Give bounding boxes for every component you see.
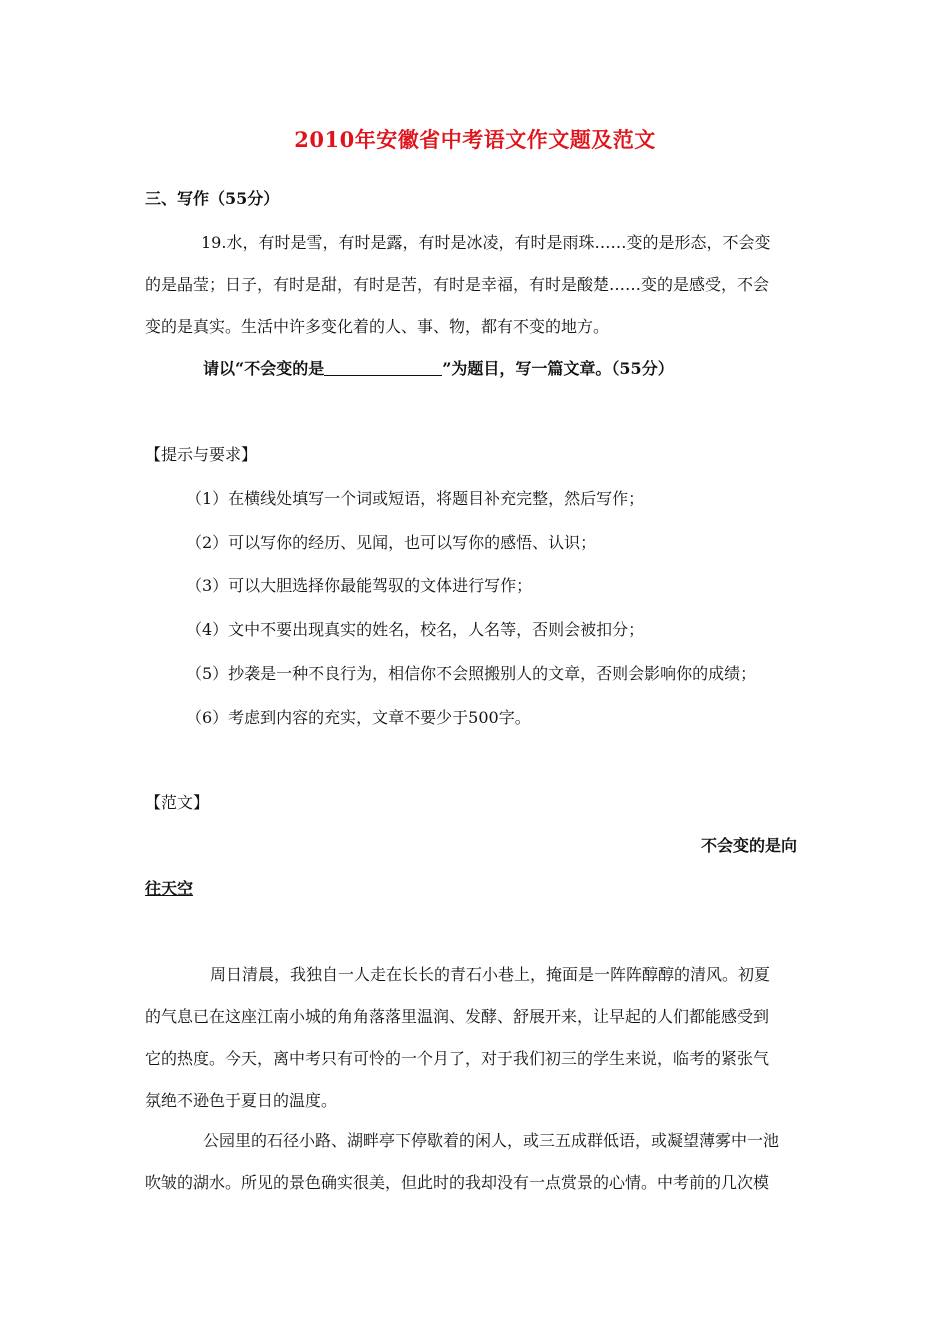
section-heading: 三、写作（55分）: [145, 189, 280, 208]
task-text-before: 请以“不会变的是: [203, 359, 325, 378]
prompt-line-3: 变的是真实。生活中许多变化着的人、事、物，都有不变的地方。: [145, 317, 610, 336]
essay-paragraph-2-line: 公园里的石径小路、湖畔亭下停歇着的闲人，或三五成群低语，或凝望薄雾中一池: [203, 1131, 780, 1150]
prompt-line-2: 的是晶莹；日子，有时是甜，有时是苦，有时是幸福，有时是酸楚……变的是感受，不会: [145, 275, 770, 294]
essay-title-part2: [145, 876, 805, 899]
fill-in-blank: [324, 361, 442, 376]
essay-paragraph-2-line: 吹皱的湖水。所见的景色确实很美，但此时的我却没有一点赏景的心情。中考前的几次模: [145, 1173, 770, 1192]
essay-paragraph-1-line: 周日清晨，我独自一人走在长长的青石小巷上，掩面是一阵阵醇醇的清风。初夏: [210, 965, 771, 984]
requirement-item: （3）可以大胆选择你最能驾驭的文体进行写作；: [186, 576, 533, 595]
requirement-item: （5）抄袭是一种不良行为，相信你不会照搬别人的文章，否则会影响你的成绩；: [186, 664, 757, 683]
requirement-item: （4）文中不要出现真实的姓名，校名，人名等，否则会被扣分；: [186, 620, 645, 639]
prompt-line-1: 19.水，有时是雪，有时是露，有时是冰凌，有时是雨珠……变的是形态，不会变: [201, 233, 771, 252]
essay-title-underlined: 往天空: [145, 879, 194, 898]
requirement-item: （6）考虑到内容的充实，文章不要少于500字。: [186, 708, 531, 727]
essay-paragraph-1-line: 的气息已在这座江南小城的角角落落里温润、发酵、舒展开来，让早起的人们都能感受到: [145, 1007, 770, 1026]
essay-paragraph-1-line: 氛绝不逊色于夏日的温度。: [145, 1091, 338, 1110]
essay-paragraph-1-line: 它的热度。今天，离中考只有可怜的一个月了，对于我们初三的学生来说，临考的紧张气: [145, 1049, 770, 1068]
writing-task: [203, 356, 863, 379]
requirement-item: （1）在横线处填写一个词或短语，将题目补充完整，然后写作；: [186, 489, 645, 508]
document-title: 2010年安徽省中考语文作文题及范文: [294, 127, 656, 152]
requirements-heading: 【提示与要求】: [145, 445, 258, 464]
essay-title-part1: 不会变的是向: [700, 836, 797, 855]
task-text-after: ”为题目，写一篇文章。（55分）: [442, 359, 674, 378]
requirement-item: （2）可以写你的经历、见闻，也可以写你的感悟、认识；: [186, 533, 597, 552]
essay-heading: 【范文】: [145, 793, 210, 812]
